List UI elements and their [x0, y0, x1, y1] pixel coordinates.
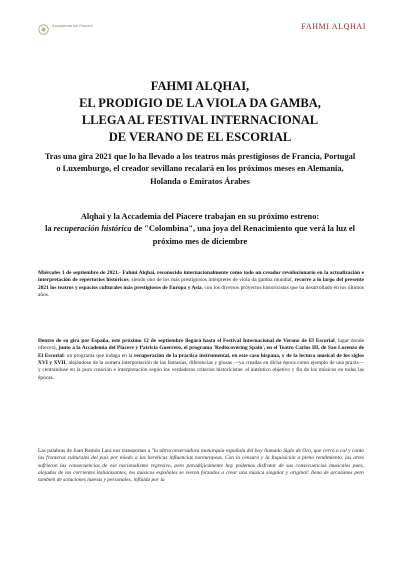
- paragraph-italic-quote: "la ultraconservadora monarquía española del hoy llamado Siglo de Oro, que cerró a cal y canto las fronteras culturales del país por miedo a las heréticas influencias noreuropeas. Con la censura y la Inquisición a pleno rendimiento, las artes sufrieron las consecuencias de ese nacionalismo regresivo, pero paradójicamente hoy podemos disfrutar de sus consecuencias musicales pues, alejados de las corrientes italianizantes, los músicos españoles se vieron forzados a crear una música singular y original: llena de arcaísmos pero también de soluciones nuevas y personales, influida por la: [38, 448, 365, 484]
- paragraph-bold-text: Dentro de su gira por España, este próximo 12 de septiembre llegará hasta el Festival Internacional de Verano de El Escorial: [38, 338, 335, 344]
- subheading-premiere-line1: Alqhai y la Accademia del Piacere trabajan en su próximo estreno:: [80, 212, 320, 221]
- title-line: FAHMI ALQHAI,: [150, 79, 250, 93]
- title-line: LLEGA AL FESTIVAL INTERNACIONAL: [81, 113, 319, 127]
- subheading-tour: Tras una gira 2021 que lo ha llevado a los teatros más prestigiosos de Francia, Portugal o Luxemburgo, el creador sevillano recalará en los próximos meses en Alemania, Holanda o Emiratos Árabes: [44, 152, 356, 186]
- paragraph-escorial: [38, 338, 364, 382]
- subheading-premiere-italic: recuperación histórica: [53, 224, 132, 234]
- paragraph-bold-text: junto a la Accademia del Piacere y Patricia Guerrero, el programa 'Rediscovering Spain', en el Teatro Carlos III, de San Lorenzo de El Escorial: [38, 345, 364, 359]
- paragraph-bold-text: recorre a lo largo del presente 2021 los teatros y espacios culturales más prestigiosos de Europa y Asia: [38, 277, 365, 291]
- paragraph-text: Las palabras de Juan Ramón Lara nos transportan a: [38, 448, 152, 454]
- paragraph-text: , lugar donde ofrecerá,: [38, 338, 364, 352]
- title-line: DE VERANO DE EL ESCORIAL: [108, 130, 292, 144]
- fahmi-alqhai-logo: FAHMI ALQHAI: [301, 22, 366, 31]
- paragraph-text: , con los diversos proyectos historicistas que ha desarrollado en los últimos años.: [38, 284, 364, 299]
- paragraph-text: : un programa que indaga en la: [63, 352, 135, 359]
- subheading-premiere: [44, 211, 356, 248]
- subheading-premiere-pre: la: [45, 224, 54, 234]
- title-line: EL PRODIGIO DE LA VIOLA DA GAMBA,: [79, 96, 321, 110]
- paragraph-text: , siendo uno de los más prestigiosos intérpretes de viola da gamba mundial,: [128, 277, 295, 284]
- press-release-title: [0, 78, 400, 146]
- paragraph-bold-text: recuperación de la práctica instrumental, en este caso hispana, y de la lectura musical de los siglos XVI y XVII: [38, 352, 365, 367]
- paragraph-intro: [38, 270, 364, 299]
- left-logo-text: Accademia del Piacere: [52, 23, 93, 28]
- paragraph-bold-text: Miércoles 1 de septiembre de 2021.- Fahmi Alqhai, reconocido internacionalmente como todo un creador revolucionario en la actualización e interpretación de repertorios históricos: [38, 270, 364, 284]
- accademia-emblem-icon: [38, 24, 49, 35]
- paragraph-text: , alejándose de la somera interpretación de las fantasías, diferencias y glosas —ya creadas en dicha época como ejemplo de una praxis— y centrándose en la pura creación e interpretación según los verdaderos criterios historicistas: el auténtico objetivo y fin de los músicos en todas las épocas.: [38, 360, 364, 381]
- accademia-logo: [38, 22, 128, 38]
- paragraph-quote: [38, 448, 364, 485]
- subheading-premiere-post: de "Colombina", una joya del Renacimiento que verá la luz el próximo mes de diciembre: [131, 224, 355, 246]
